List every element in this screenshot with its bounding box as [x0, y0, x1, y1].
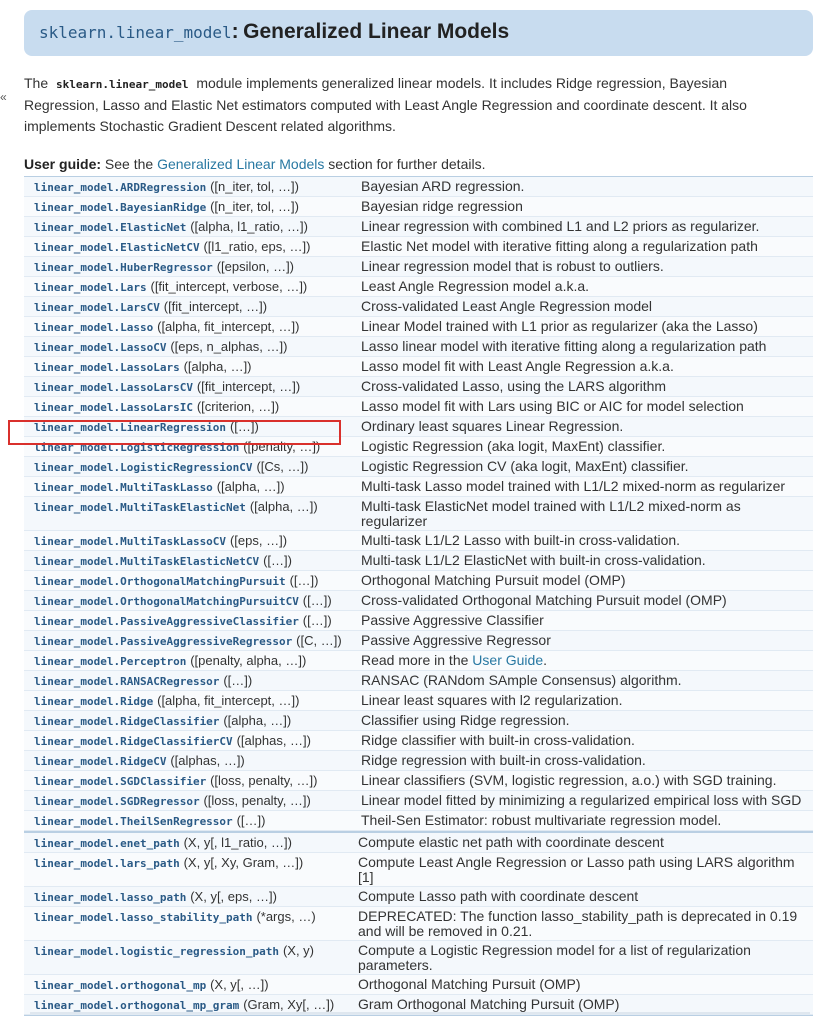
api-args: ([penalty, alpha, …])	[190, 653, 307, 668]
description-cell	[351, 359, 813, 374]
api-link[interactable]: linear_model.ElasticNetCV	[34, 241, 200, 254]
api-link[interactable]: linear_model.LassoCV	[34, 341, 167, 354]
table-row	[24, 691, 813, 711]
description-cell	[351, 553, 813, 568]
description-cell	[351, 459, 813, 474]
api-args: ([fit_intercept, …])	[196, 379, 301, 394]
description-text: Logistic Regression CV (aka logit, MaxEnt) classifier.	[361, 458, 689, 474]
description-text: Linear least squares with l2 regularization.	[361, 692, 623, 708]
table-row	[24, 377, 813, 397]
description-cell	[351, 239, 813, 254]
signature-cell	[24, 773, 351, 789]
api-args: ([alpha, …])	[223, 713, 292, 728]
api-args: ([loss, penalty, …])	[210, 773, 318, 788]
signature-cell	[24, 733, 351, 749]
table-row	[24, 751, 813, 771]
description-text: Classifier using Ridge regression.	[361, 712, 570, 728]
signature-cell	[24, 439, 351, 455]
description-text: Bayesian ARD regression.	[361, 178, 525, 194]
api-link[interactable]: linear_model.SGDClassifier	[34, 775, 207, 788]
description-text: Cross-validated Least Angle Regression model	[361, 298, 653, 314]
description-cell	[351, 713, 813, 728]
signature-cell	[24, 909, 351, 925]
description-text: Ridge classifier with built-in cross-validation.	[361, 732, 635, 748]
description-cell	[351, 997, 813, 1012]
signature-cell	[24, 339, 351, 355]
signature-cell	[24, 943, 351, 959]
description-text: Lasso model fit with Least Angle Regression a.k.a.	[361, 358, 674, 374]
api-summary-table	[24, 176, 813, 1016]
description-cell	[351, 299, 813, 314]
table-row	[24, 611, 813, 631]
table-row	[24, 571, 813, 591]
api-args: ([C, …])	[296, 633, 342, 648]
api-args: (X, y[, eps, …])	[190, 889, 277, 904]
api-link[interactable]: linear_model.TheilSenRegressor	[34, 815, 233, 828]
api-link[interactable]: linear_model.PassiveAggressiveClassifier	[34, 615, 299, 628]
api-args: ([alpha, fit_intercept, …])	[157, 693, 300, 708]
api-link[interactable]: linear_model.lasso_path	[34, 891, 187, 904]
api-args: ([criterion, …])	[196, 399, 280, 414]
intro-paragraph	[24, 73, 804, 137]
signature-cell	[24, 199, 351, 215]
table-row	[24, 651, 813, 671]
signature-cell	[24, 653, 351, 669]
api-args: ([…])	[223, 673, 253, 688]
api-link[interactable]: linear_model.LogisticRegression	[34, 441, 240, 454]
description-cell	[351, 533, 813, 548]
description-cell	[351, 653, 813, 668]
table-row	[24, 887, 813, 907]
api-args: ([epsilon, …])	[216, 259, 295, 274]
api-args: ([eps, …])	[229, 533, 288, 548]
api-link[interactable]: linear_model.logistic_regression_path	[34, 945, 280, 958]
description-cell	[351, 813, 813, 828]
api-link[interactable]: linear_model.RANSACRegressor	[34, 675, 220, 688]
table-row	[24, 975, 813, 995]
description-cell	[351, 943, 813, 973]
description-text: RANSAC (RANdom SAmple Consensus) algorithm.	[361, 672, 682, 688]
api-args: ([n_iter, tol, …])	[210, 199, 299, 214]
api-args: ([alpha, l1_ratio, …])	[190, 219, 308, 234]
api-args: ([loss, penalty, …])	[203, 793, 311, 808]
signature-cell	[24, 997, 351, 1013]
signature-cell	[24, 239, 351, 255]
description-text: Read more in the	[361, 652, 469, 668]
description-cell	[351, 593, 813, 608]
description-text: Multi-task L1/L2 ElasticNet with built-in cross-validation.	[361, 552, 706, 568]
description-cell	[351, 379, 813, 394]
api-link[interactable]: linear_model.MultiTaskLassoCV	[34, 535, 227, 548]
api-args: ([l1_ratio, eps, …])	[203, 239, 311, 254]
page-title: Generalized Linear Models	[243, 20, 510, 43]
bottom-divider	[30, 1012, 810, 1014]
api-link[interactable]: linear_model.RidgeCV	[34, 755, 167, 768]
description-cell	[351, 339, 813, 354]
api-link[interactable]: linear_model.OrthogonalMatchingPursuit	[34, 575, 286, 588]
signature-cell	[24, 813, 351, 829]
table-row	[24, 437, 813, 457]
description-text: Orthogonal Matching Pursuit model (OMP)	[361, 572, 626, 588]
description-text: Linear model fitted by minimizing a regularized empirical loss with SGD	[361, 792, 802, 808]
table-row	[24, 671, 813, 691]
description-text: Linear regression model that is robust to outliers.	[361, 258, 664, 274]
description-cell	[351, 419, 813, 434]
signature-cell	[24, 855, 351, 871]
classes-table	[24, 176, 813, 832]
signature-cell	[24, 533, 351, 549]
signature-cell	[24, 613, 351, 629]
description-text: Bayesian ridge regression	[361, 198, 523, 214]
description-text: Theil-Sen Estimator: robust multivariate regression model.	[361, 812, 722, 828]
intro-text: module implements generalized linear models. It includes Ridge regression, Bayesian Regression, Lasso and Elastic Net estimators computed with Least Angle Regression and coordinate descent. It also implements Stochastic Gradient Descent related algorithms.	[24, 75, 747, 134]
section-title-box	[24, 10, 813, 56]
api-args: ([fit_intercept, verbose, …])	[150, 279, 308, 294]
description-cell	[351, 633, 813, 648]
table-row	[24, 631, 813, 651]
table-row	[24, 791, 813, 811]
signature-cell	[24, 553, 351, 569]
description-text: Passive Aggressive Regressor	[361, 632, 551, 648]
table-row	[24, 941, 813, 975]
description-cell	[351, 835, 813, 850]
description-cell	[351, 693, 813, 708]
api-link[interactable]: linear_model.enet_path	[34, 837, 180, 850]
description-text: Logistic Regression (aka logit, MaxEnt) classifier.	[361, 438, 666, 454]
description-cell	[351, 573, 813, 588]
signature-cell	[24, 573, 351, 589]
table-row	[24, 771, 813, 791]
table-row	[24, 297, 813, 317]
description-cell	[351, 399, 813, 414]
api-link[interactable]: linear_model.Ridge	[34, 695, 154, 708]
api-args: ([alphas, …])	[236, 733, 311, 748]
signature-cell	[24, 593, 351, 609]
api-args: ([…])	[289, 573, 319, 588]
table-row	[24, 497, 813, 531]
description-text: Elastic Net model with iterative fitting along a regularization path	[361, 238, 758, 254]
api-link[interactable]: linear_model.LogisticRegressionCV	[34, 461, 253, 474]
description-text: Compute elastic net path with coordinate descent	[358, 834, 664, 850]
api-args: ([…])	[263, 553, 292, 568]
table-row	[24, 477, 813, 497]
description-cell	[351, 279, 813, 294]
description-text: Passive Aggressive Classifier	[361, 612, 544, 628]
api-args: ([…])	[302, 613, 332, 628]
description-cell	[351, 855, 813, 885]
api-link[interactable]: linear_model.Lars	[34, 281, 147, 294]
user-guide-label: User guide:	[24, 156, 102, 172]
api-args: ([…])	[229, 419, 259, 434]
description-cell	[351, 673, 813, 688]
signature-cell	[24, 835, 351, 851]
description-cell	[351, 179, 813, 194]
api-args: (X, y[, l1_ratio, …])	[183, 835, 292, 850]
description-text: DEPRECATED: The function lasso_stability_path is deprecated in 0.19 and will be removed in 0.21.	[358, 908, 798, 939]
api-link[interactable]: linear_model.MultiTaskElasticNet	[34, 501, 246, 514]
api-args: ([alpha, fit_intercept, …])	[157, 319, 300, 334]
api-link[interactable]: linear_model.LinearRegression	[34, 421, 227, 434]
functions-table	[24, 832, 813, 1016]
signature-cell	[24, 319, 351, 335]
signature-cell	[24, 359, 351, 375]
signature-cell	[24, 713, 351, 729]
api-args: (X, y)	[282, 943, 314, 958]
description-text: Orthogonal Matching Pursuit (OMP)	[358, 976, 581, 992]
signature-cell	[24, 279, 351, 295]
api-link[interactable]: linear_model.OrthogonalMatchingPursuitCV	[34, 595, 299, 608]
api-link[interactable]: linear_model.HuberRegressor	[34, 261, 213, 274]
description-cell	[351, 499, 813, 529]
table-row	[24, 277, 813, 297]
description-text: Lasso model fit with Lars using BIC or AIC for model selection	[361, 398, 744, 414]
signature-cell	[24, 693, 351, 709]
description-cell	[351, 439, 813, 454]
user-guide-prefix: See the	[104, 156, 154, 172]
api-link[interactable]: linear_model.MultiTaskElasticNetCV	[34, 555, 260, 568]
api-args: (X, y[, Xy, Gram, …])	[183, 855, 304, 870]
description-text: Ridge regression with built-in cross-validation.	[361, 752, 646, 768]
table-row	[24, 237, 813, 257]
api-link[interactable]: linear_model.orthogonal_mp_gram	[34, 999, 240, 1012]
description-cell	[351, 909, 813, 939]
intro-module-code: sklearn.linear_model	[56, 78, 189, 91]
api-link[interactable]: linear_model.MultiTaskLasso	[34, 481, 213, 494]
description-suffix: .	[543, 652, 547, 668]
description-text: Gram Orthogonal Matching Pursuit (OMP)	[358, 996, 620, 1012]
api-args: (*args, …)	[256, 909, 316, 924]
sidebar-collapse-button[interactable]: «	[0, 90, 7, 104]
description-cell	[351, 219, 813, 234]
api-args: ([alpha, …])	[216, 479, 285, 494]
table-row	[24, 197, 813, 217]
description-text: Multi-task Lasso model trained with L1/L2 mixed-norm as regularizer	[361, 478, 786, 494]
api-link[interactable]: linear_model.ElasticNet	[34, 221, 187, 234]
description-cell	[351, 479, 813, 494]
user-guide-suffix: section for further details.	[328, 156, 486, 172]
signature-cell	[24, 419, 351, 435]
signature-cell	[24, 219, 351, 235]
api-args: ([Cs, …])	[256, 459, 309, 474]
table-row	[24, 417, 813, 437]
api-args: ([fit_intercept, …])	[163, 299, 268, 314]
description-cell	[351, 199, 813, 214]
table-row	[24, 531, 813, 551]
signature-cell	[24, 633, 351, 649]
description-cell	[351, 733, 813, 748]
signature-cell	[24, 753, 351, 769]
description-text: Linear Model trained with L1 prior as regularizer (aka the Lasso)	[361, 318, 758, 334]
table-row	[24, 711, 813, 731]
description-text: Lasso linear model with iterative fitting along a regularization path	[361, 338, 767, 354]
signature-cell	[24, 499, 351, 515]
api-args: ([alphas, …])	[170, 753, 245, 768]
api-link[interactable]: linear_model.BayesianRidge	[34, 201, 207, 214]
api-link[interactable]: linear_model.Lasso	[34, 321, 154, 334]
api-args: ([penalty, …])	[243, 439, 321, 454]
api-link[interactable]: linear_model.LarsCV	[34, 301, 160, 314]
api-link[interactable]: linear_model.lasso_stability_path	[34, 911, 253, 924]
api-link[interactable]: linear_model.lars_path	[34, 857, 180, 870]
table-row	[24, 357, 813, 377]
description-text: Least Angle Regression model a.k.a.	[361, 278, 590, 294]
signature-cell	[24, 889, 351, 905]
description-text: Compute a Logistic Regression model for a list of regularization parameters.	[358, 942, 751, 973]
description-text: Cross-validated Lasso, using the LARS algorithm	[361, 378, 667, 394]
signature-cell	[24, 399, 351, 415]
description-cell	[351, 889, 813, 904]
api-args: ([alpha, …])	[183, 359, 252, 374]
title-separator: :	[231, 20, 239, 43]
table-row	[24, 217, 813, 237]
table-row	[24, 317, 813, 337]
api-args: ([…])	[302, 593, 332, 608]
table-row	[24, 457, 813, 477]
api-args: ([…])	[236, 813, 266, 828]
intro-prefix: The	[24, 75, 49, 91]
signature-cell	[24, 259, 351, 275]
api-link[interactable]: linear_model.LassoLarsIC	[34, 401, 193, 414]
signature-cell	[24, 379, 351, 395]
table-row	[24, 853, 813, 887]
signature-cell	[24, 479, 351, 495]
table-row	[24, 551, 813, 571]
description-text: Compute Lasso path with coordinate descent	[358, 888, 639, 904]
description-text: Multi-task L1/L2 Lasso with built-in cross-validation.	[361, 532, 681, 548]
table-row	[24, 833, 813, 853]
table-row	[24, 907, 813, 941]
api-args: (X, y[, …])	[210, 977, 269, 992]
description-text: Multi-task ElasticNet model trained with L1/L2 mixed-norm as regularizer	[361, 498, 741, 529]
api-link[interactable]: linear_model.SGDRegressor	[34, 795, 200, 808]
description-cell	[351, 319, 813, 334]
user-guide-link[interactable]: Generalized Linear Models	[157, 156, 325, 172]
table-row	[24, 591, 813, 611]
description-cell	[351, 613, 813, 628]
api-link[interactable]: linear_model.Perceptron	[34, 655, 187, 668]
description-link[interactable]: User Guide	[472, 652, 544, 668]
description-text: Cross-validated Orthogonal Matching Pursuit model (OMP)	[361, 592, 727, 608]
description-text: Linear classifiers (SVM, logistic regression, a.o.) with SGD training.	[361, 772, 777, 788]
title-module-code: sklearn.linear_model	[39, 23, 232, 42]
description-cell	[351, 977, 813, 992]
table-row	[24, 731, 813, 751]
api-args: ([eps, n_alphas, …])	[170, 339, 288, 354]
api-link[interactable]: linear_model.RidgeClassifierCV	[34, 735, 233, 748]
table-row	[24, 177, 813, 197]
api-args: (Gram, Xy[, …])	[243, 997, 335, 1012]
api-link[interactable]: linear_model.PassiveAggressiveRegressor	[34, 635, 293, 648]
signature-cell	[24, 793, 351, 809]
signature-cell	[24, 673, 351, 689]
description-text: Compute Least Angle Regression or Lasso path using LARS algorithm [1]	[358, 854, 795, 885]
table-row	[24, 257, 813, 277]
description-cell	[351, 793, 813, 808]
api-link[interactable]: linear_model.LassoLarsCV	[34, 381, 193, 394]
description-cell	[351, 259, 813, 274]
api-link[interactable]: linear_model.LassoLars	[34, 361, 180, 374]
api-link[interactable]: linear_model.RidgeClassifier	[34, 715, 220, 728]
table-row	[24, 811, 813, 831]
api-link[interactable]: linear_model.orthogonal_mp	[34, 979, 207, 992]
user-guide-line	[24, 155, 804, 173]
description-cell	[351, 773, 813, 788]
table-row	[24, 337, 813, 357]
signature-cell	[24, 299, 351, 315]
signature-cell	[24, 459, 351, 475]
api-args: ([n_iter, tol, …])	[210, 179, 299, 194]
signature-cell	[24, 977, 351, 993]
signature-cell	[24, 179, 351, 195]
api-args: ([alpha, …])	[249, 499, 318, 514]
table-row	[24, 397, 813, 417]
api-link[interactable]: linear_model.ARDRegression	[34, 181, 207, 194]
description-text: Ordinary least squares Linear Regression.	[361, 418, 624, 434]
description-text: Linear regression with combined L1 and L2 priors as regularizer.	[361, 218, 760, 234]
description-cell	[351, 753, 813, 768]
